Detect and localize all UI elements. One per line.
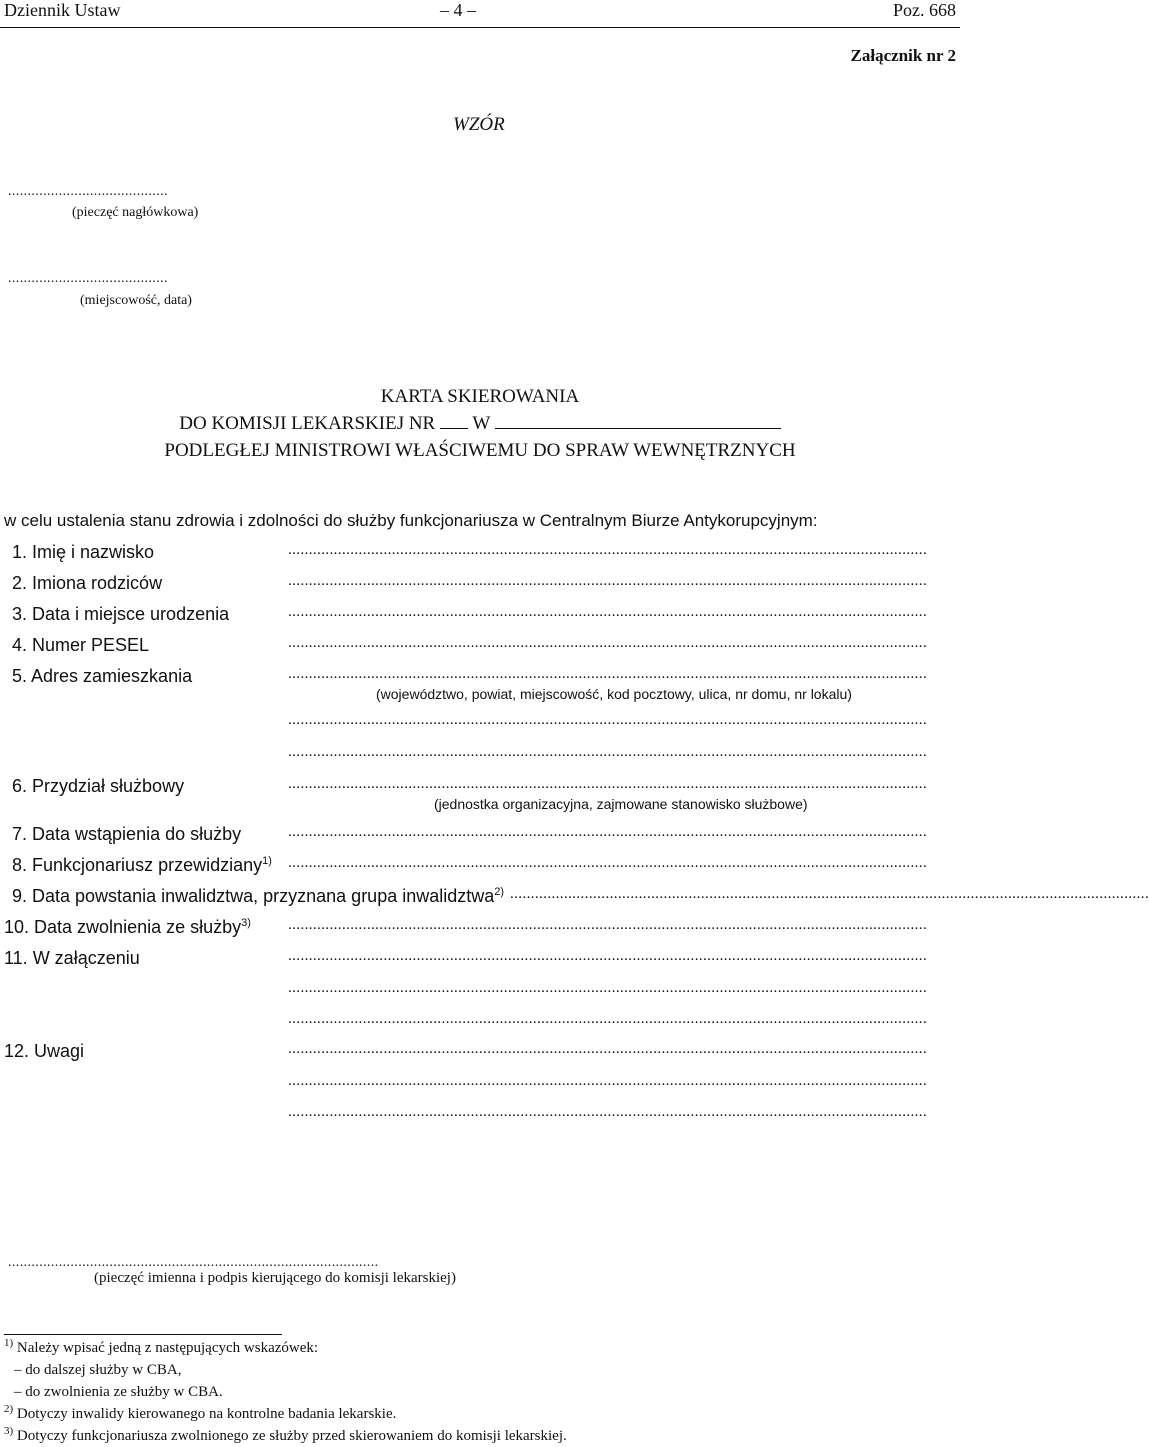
signature-dots[interactable]: ............................................................................................... [8,1255,379,1270]
field-entry-date-dots[interactable]: .......................................................................................................................................................... [288,824,928,840]
field-label-parents: 2. Imiona rodziców [12,573,163,593]
assignment-caption: (jednostka organizacyjna, zajmowane stanowisko służbowe) [434,796,808,812]
footnote-1-option-a: – do dalszej służby w CBA, [14,1362,182,1378]
footnote-ref-2: 2) [494,886,505,898]
footnote-1-option-b: – do zwolnienia ze służby w CBA. [14,1384,223,1400]
field-label-officer-status [12,855,272,876]
template-label: WZÓR [453,114,505,135]
field-label-pesel: 4. Numer PESEL [12,635,150,655]
footnote-2 [4,1403,397,1423]
journal-name: Dziennik Ustaw [4,0,121,20]
field-parents-dots[interactable]: .......................................................................................................................................................... [288,573,928,589]
field-address-dots[interactable]: .......................................................................................................................................................... [288,666,928,682]
field-label-disability-text: 9. Data powstania inwalidztwa, przyznana grupa inwalidztwa [12,886,495,906]
intro-text: w celu ustalenia stanu zdrowia i zdolności do służby funkcjonariusza w Centralnym Biurze Antykorupcyjnym: [4,511,818,530]
field-attachments-dots[interactable]: .......................................................................................................................................................... [288,948,928,964]
field-label-remarks: 12. Uwagi [4,1041,85,1061]
field-label-attachments: 11. W załączeniu [4,948,140,968]
footnote-1-text: Należy wpisać jedną z następujących wskazówek: [16,1340,319,1356]
field-label-entry-date: 7. Data wstąpienia do służby [12,824,242,844]
title-line2-b: W [472,413,490,434]
form-title-line3: PODLEGŁEJ MINISTROWI WŁAŚCIWEMU DO SPRAW WEWNĘTRZNYCH [164,440,796,461]
field-label-discharge-date [4,917,251,938]
position-number: Poz. 668 [893,0,956,20]
field-name-dots[interactable]: .......................................................................................................................................................... [288,542,928,558]
field-remarks-dots-2[interactable]: .......................................................................................................................................................... [288,1073,928,1089]
annex-label: Załącznik nr 2 [850,46,956,65]
place-date-caption: (miejscowość, data) [80,293,192,308]
commission-number-blank[interactable] [440,414,468,429]
field-assignment-dots[interactable]: .......................................................................................................................................................... [288,776,928,792]
field-label-discharge-date-text: 10. Data zwolnienia ze służby [4,917,242,937]
field-label-address: 5. Adres zamieszkania [12,666,193,686]
stamp-caption: (pieczęć nagłówkowa) [72,205,199,220]
footnote-3-marker: 3) [4,1425,14,1437]
field-label-birth: 3. Data i miejsce urodzenia [12,604,230,624]
page-number: – 4 – [440,0,476,20]
footnote-2-marker: 2) [4,1403,14,1415]
signature-caption: (pieczęć imienna i podpis kierującego do komisji lekarskiej) [94,1270,456,1286]
field-label-disability [12,886,504,907]
field-remarks-dots-3[interactable]: .......................................................................................................................................................... [288,1104,928,1120]
footnote-2-text: Dotyczy inwalidy kierowanego na kontrolne badania lekarskie. [16,1406,397,1422]
footnote-1 [4,1337,319,1357]
commission-location-blank[interactable] [495,414,781,429]
field-discharge-date-dots[interactable]: .......................................................................................................................................................... [288,917,928,933]
header-rule [0,27,960,28]
field-label-name: 1. Imię i nazwisko [12,542,155,562]
place-date-dots: ......................................... [8,271,168,286]
field-attachments-dots-3[interactable]: .......................................................................................................................................................... [288,1011,928,1027]
footnote-ref-3: 3) [241,917,251,929]
footnote-3 [4,1425,567,1445]
footnote-ref-1: 1) [262,855,272,867]
field-remarks-dots[interactable]: .......................................................................................................................................................... [288,1041,928,1057]
field-disability-dots[interactable]: .......................................................................................................................................................... [510,886,1149,902]
field-officer-status-dots[interactable]: .......................................................................................................................................................... [288,855,928,871]
footnote-3-text: Dotyczy funkcjonariusza zwolnionego ze służby przed skierowaniem do komisji lekarskiej. [16,1428,567,1444]
field-label-assignment: 6. Przydział służbowy [12,776,185,796]
field-address-dots-3[interactable]: .......................................................................................................................................................... [288,744,928,760]
footnote-1-marker: 1) [4,1337,14,1349]
address-caption: (województwo, powiat, miejscowość, kod pocztowy, ulica, nr domu, nr lokalu) [376,686,852,702]
footnote-separator [4,1334,282,1335]
stamp-dots: ......................................... [8,184,168,199]
form-title-line1: KARTA SKIEROWANIA [380,386,580,407]
form-title-line2 [0,413,960,435]
field-label-officer-status-text: 8. Funkcjonariusz przewidziany [12,855,263,875]
title-line2-a: DO KOMISJI LEKARSKIEJ NR [179,413,436,434]
field-address-dots-2[interactable]: .......................................................................................................................................................... [288,712,928,728]
field-attachments-dots-2[interactable]: .......................................................................................................................................................... [288,980,928,996]
field-birth-dots[interactable]: .......................................................................................................................................................... [288,604,928,620]
field-pesel-dots[interactable]: .......................................................................................................................................................... [288,635,928,651]
